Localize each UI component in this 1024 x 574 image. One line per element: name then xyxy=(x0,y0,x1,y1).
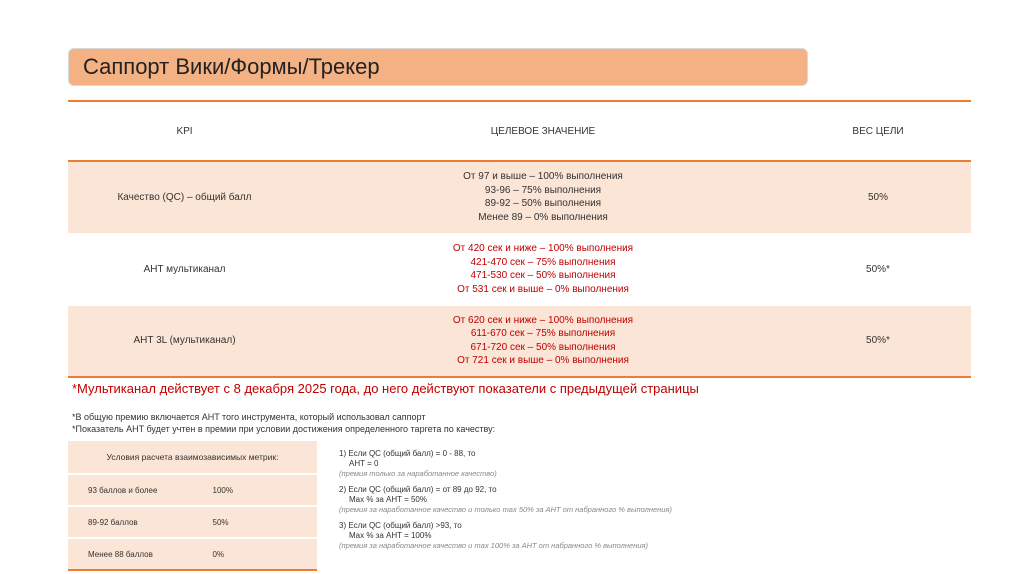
table-row xyxy=(68,305,971,377)
rule-item xyxy=(339,521,759,551)
table-row xyxy=(68,538,317,570)
header-kpi: KPI xyxy=(68,101,301,161)
rule-note: (премия за наработанное качество и только max 50% за AHT от набранного % выполнения) xyxy=(339,505,672,514)
target-line: 89-92 – 50% выполнения xyxy=(484,198,602,210)
target-line: От 531 сек и выше – 0% выполнения xyxy=(457,283,629,295)
rule-result: Max % за AHT = 50% xyxy=(349,495,427,504)
target-line: Менее 89 – 0% выполнения xyxy=(478,211,608,223)
target-line: От 97 и выше – 100% выполнения xyxy=(463,171,623,183)
conditions-table xyxy=(68,441,317,571)
target-line: 471-530 сек – 50% выполнения xyxy=(470,270,616,281)
header-weight: ВЕС ЦЕЛИ xyxy=(785,101,971,161)
kpi-weight: 50%* xyxy=(785,305,971,377)
target-line: От 620 сек и ниже – 100% выполнения xyxy=(452,314,634,326)
condition-value: 0% xyxy=(193,538,318,570)
kpi-weight: 50% xyxy=(785,161,971,233)
condition-value: 50% xyxy=(193,506,318,538)
conditions-header-row xyxy=(68,441,317,474)
footnote: *Показатель AHT будет учтен в премии при условии достижения определенного таргета по качеству: xyxy=(72,423,496,434)
target-line: От 420 сек и ниже – 100% выполнения xyxy=(452,243,634,254)
rule-result: Max % за AHT = 100% xyxy=(349,531,432,540)
conditions-header: Условия расчета взаимозависимых метрик: xyxy=(68,441,317,474)
kpi-targets xyxy=(301,233,785,305)
target-line: 93-96 – 75% выполнения xyxy=(484,184,602,196)
rule-item xyxy=(339,485,759,515)
rule-item xyxy=(339,449,759,479)
footnotes xyxy=(72,412,495,435)
multichannel-note: *Мультиканал действует с 8 декабря 2025 года, до него действуют показатели с предыдущей страницы xyxy=(72,381,699,396)
title-bar xyxy=(68,48,808,86)
kpi-table xyxy=(68,100,971,378)
condition-value: 100% xyxy=(193,474,318,506)
condition-range: 93 баллов и более xyxy=(68,474,193,506)
rule-condition: 3) Если QC (общий балл) >93, то xyxy=(339,521,462,530)
kpi-name: Качество (QC) – общий балл xyxy=(68,161,301,233)
table-row xyxy=(68,506,317,538)
rule-note: (премия за наработанное качество и max 100% за AHT от набранного % выполнения) xyxy=(339,541,648,550)
kpi-targets xyxy=(301,161,785,233)
kpi-weight: 50%* xyxy=(785,233,971,305)
rule-note: (премия только за наработанное качество) xyxy=(339,469,497,478)
kpi-name: AHT мультиканал xyxy=(68,233,301,305)
target-line: 421-470 сек – 75% выполнения xyxy=(470,256,616,268)
table-row xyxy=(68,233,971,305)
rules-list xyxy=(339,449,759,557)
rule-result: AHT = 0 xyxy=(349,459,379,468)
page-title: Саппорт Вики/Формы/Трекер xyxy=(83,54,380,79)
condition-range: 89-92 баллов xyxy=(68,506,193,538)
footnote: *В общую премию включается AHT того инструмента, который использовал саппорт xyxy=(72,412,426,422)
kpi-targets xyxy=(301,305,785,377)
kpi-table-header xyxy=(68,101,971,161)
rule-condition: 1) Если QC (общий балл) = 0 - 88, то xyxy=(339,449,476,458)
target-line: От 721 сек и выше – 0% выполнения xyxy=(457,355,629,367)
header-target: ЦЕЛЕВОЕ ЗНАЧЕНИЕ xyxy=(301,101,785,161)
target-line: 611-670 сек – 75% выполнения xyxy=(470,328,616,340)
kpi-name: AHT 3L (мультиканал) xyxy=(68,305,301,377)
table-row xyxy=(68,474,317,506)
table-row xyxy=(68,161,971,233)
rule-condition: 2) Если QC (общий балл) = от 89 до 92, то xyxy=(339,485,497,494)
target-line: 671-720 сек – 50% выполнения xyxy=(470,341,616,353)
condition-range: Менее 88 баллов xyxy=(68,538,193,570)
